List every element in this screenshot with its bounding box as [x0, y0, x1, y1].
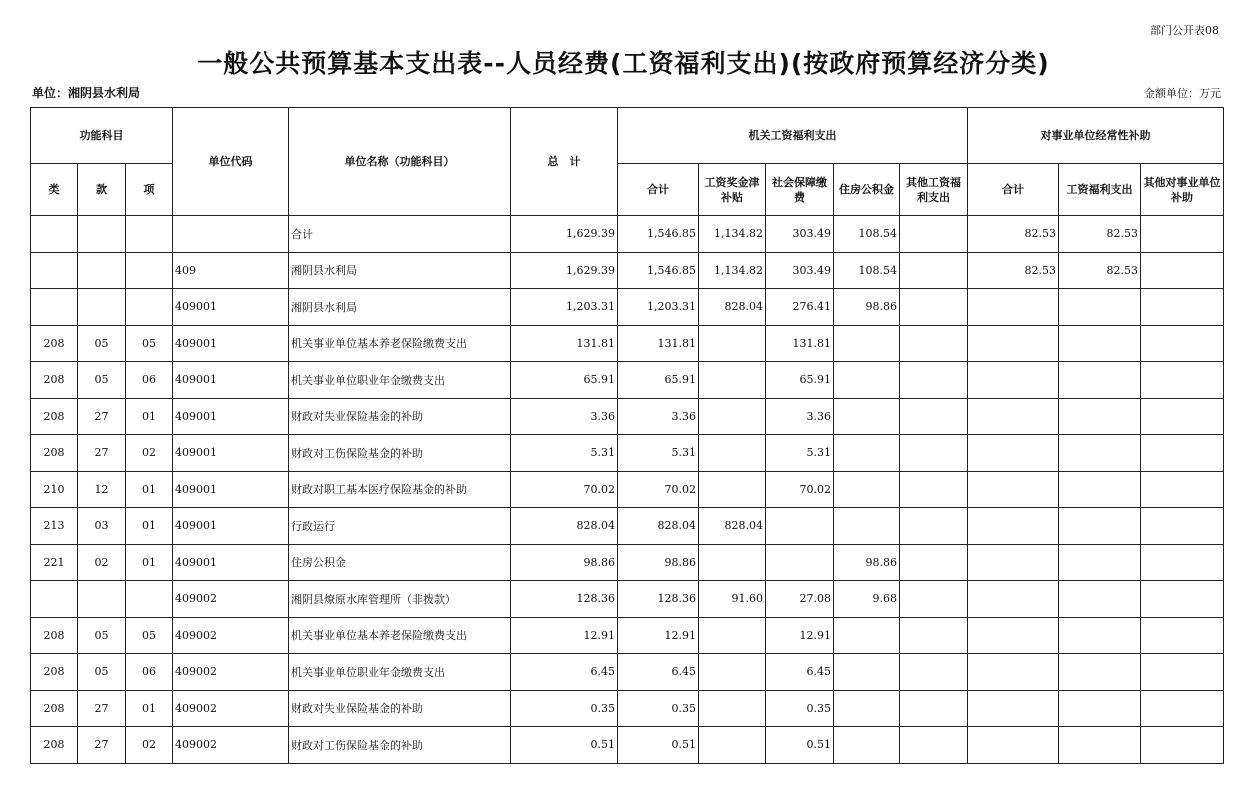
cell-unit-name: 财政对失业保险基金的补助: [289, 398, 511, 435]
cell-unit-name: 湘阴县水利局: [289, 252, 511, 289]
header-unit-name: 单位名称（功能科目）: [289, 108, 511, 216]
cell-unit-name: 合计: [289, 216, 511, 253]
cell-housing-fund: [834, 727, 900, 764]
cell-inst-other: [1141, 435, 1224, 472]
cell-org-subtotal: 1,546.85: [618, 252, 699, 289]
cell-lei: 221: [31, 544, 78, 581]
cell-org-subtotal: 65.91: [618, 362, 699, 399]
table-row: [31, 727, 1224, 764]
cell-inst-other: [1141, 362, 1224, 399]
cell-wage-bonus: [699, 435, 766, 472]
header-inst-group: 对事业单位经常性补助: [968, 108, 1224, 164]
form-code: 部门公开表08: [1150, 24, 1219, 37]
cell-social-security: 0.35: [766, 690, 834, 727]
cell-unit-code: 409001: [173, 508, 289, 545]
cell-xiang: [126, 581, 173, 618]
cell-social-security: 131.81: [766, 325, 834, 362]
cell-org-subtotal: 828.04: [618, 508, 699, 545]
cell-unit-name: 财政对工伤保险基金的补助: [289, 727, 511, 764]
cell-inst-wage: [1059, 325, 1141, 362]
cell-unit-code: 409: [173, 252, 289, 289]
cell-lei: [31, 252, 78, 289]
cell-org-subtotal: 6.45: [618, 654, 699, 691]
cell-kuan: 27: [78, 398, 126, 435]
cell-unit-code: 409002: [173, 617, 289, 654]
cell-unit-code: 409002: [173, 654, 289, 691]
cell-social-security: 5.31: [766, 435, 834, 472]
cell-inst-wage: [1059, 727, 1141, 764]
cell-unit-name: 住房公积金: [289, 544, 511, 581]
cell-kuan: 05: [78, 654, 126, 691]
cell-social-security: 12.91: [766, 617, 834, 654]
cell-inst-other: [1141, 508, 1224, 545]
cell-inst-wage: 82.53: [1059, 216, 1141, 253]
cell-inst-subtotal: 82.53: [968, 216, 1059, 253]
cell-unit-code: 409001: [173, 325, 289, 362]
cell-total: 98.86: [511, 544, 618, 581]
cell-housing-fund: 98.86: [834, 544, 900, 581]
cell-org-subtotal: 12.91: [618, 617, 699, 654]
cell-wage-bonus: 1,134.82: [699, 216, 766, 253]
table-row: [31, 325, 1224, 362]
cell-xiang: 01: [126, 544, 173, 581]
cell-housing-fund: [834, 325, 900, 362]
cell-wage-bonus: [699, 362, 766, 399]
cell-inst-other: [1141, 581, 1224, 618]
cell-xiang: 06: [126, 362, 173, 399]
cell-housing-fund: 108.54: [834, 216, 900, 253]
cell-other-wage: [900, 362, 968, 399]
cell-inst-wage: [1059, 289, 1141, 326]
cell-other-wage: [900, 252, 968, 289]
table-row: [31, 216, 1224, 253]
cell-kuan: [78, 581, 126, 618]
cell-xiang: 02: [126, 435, 173, 472]
header-social-security: 社会保障缴费: [766, 164, 834, 216]
cell-xiang: 05: [126, 617, 173, 654]
cell-org-subtotal: 3.36: [618, 398, 699, 435]
cell-inst-wage: [1059, 398, 1141, 435]
cell-inst-subtotal: [968, 727, 1059, 764]
cell-org-subtotal: 70.02: [618, 471, 699, 508]
cell-inst-subtotal: [968, 581, 1059, 618]
cell-org-subtotal: 98.86: [618, 544, 699, 581]
cell-wage-bonus: [699, 727, 766, 764]
table-row: [31, 544, 1224, 581]
cell-inst-wage: [1059, 617, 1141, 654]
table-row: [31, 508, 1224, 545]
cell-kuan: 05: [78, 362, 126, 399]
header-housing-fund: 住房公积金: [834, 164, 900, 216]
cell-kuan: 27: [78, 435, 126, 472]
cell-unit-code: 409002: [173, 690, 289, 727]
cell-kuan: [78, 216, 126, 253]
cell-other-wage: [900, 398, 968, 435]
cell-unit-name: 机关事业单位职业年金缴费支出: [289, 362, 511, 399]
header-total: 总 计: [511, 108, 618, 216]
cell-org-subtotal: 5.31: [618, 435, 699, 472]
cell-unit-name: 财政对职工基本医疗保险基金的补助: [289, 471, 511, 508]
cell-social-security: 6.45: [766, 654, 834, 691]
cell-inst-wage: [1059, 362, 1141, 399]
cell-other-wage: [900, 617, 968, 654]
cell-xiang: [126, 289, 173, 326]
cell-housing-fund: [834, 508, 900, 545]
cell-kuan: 02: [78, 544, 126, 581]
cell-xiang: 06: [126, 654, 173, 691]
cell-other-wage: [900, 690, 968, 727]
cell-inst-wage: [1059, 654, 1141, 691]
table-row: [31, 617, 1224, 654]
cell-inst-subtotal: [968, 289, 1059, 326]
header-inst-wage: 工资福利支出: [1059, 164, 1141, 216]
cell-total: 131.81: [511, 325, 618, 362]
cell-social-security: 27.08: [766, 581, 834, 618]
cell-unit-name: 机关事业单位基本养老保险缴费支出: [289, 617, 511, 654]
table-row: [31, 252, 1224, 289]
cell-housing-fund: [834, 398, 900, 435]
header-kuan: 款: [78, 164, 126, 216]
cell-wage-bonus: 1,134.82: [699, 252, 766, 289]
cell-unit-name: 机关事业单位基本养老保险缴费支出: [289, 325, 511, 362]
cell-unit-name: 湘阴县燎原水库管理所（非拨款）: [289, 581, 511, 618]
cell-xiang: [126, 216, 173, 253]
cell-social-security: 65.91: [766, 362, 834, 399]
cell-xiang: 01: [126, 398, 173, 435]
cell-inst-subtotal: 82.53: [968, 252, 1059, 289]
cell-other-wage: [900, 654, 968, 691]
cell-wage-bonus: 828.04: [699, 508, 766, 545]
cell-lei: [31, 216, 78, 253]
cell-wage-bonus: 91.60: [699, 581, 766, 618]
cell-inst-other: [1141, 289, 1224, 326]
cell-wage-bonus: [699, 617, 766, 654]
cell-org-subtotal: 0.35: [618, 690, 699, 727]
cell-lei: 208: [31, 362, 78, 399]
cell-total: 3.36: [511, 398, 618, 435]
cell-lei: [31, 289, 78, 326]
cell-social-security: [766, 508, 834, 545]
cell-total: 12.91: [511, 617, 618, 654]
table-row: [31, 435, 1224, 472]
table-row: [31, 398, 1224, 435]
cell-kuan: 05: [78, 617, 126, 654]
cell-lei: 208: [31, 690, 78, 727]
cell-inst-subtotal: [968, 544, 1059, 581]
cell-lei: 208: [31, 727, 78, 764]
cell-xiang: 01: [126, 471, 173, 508]
cell-org-subtotal: 0.51: [618, 727, 699, 764]
cell-wage-bonus: [699, 398, 766, 435]
cell-housing-fund: [834, 690, 900, 727]
cell-xiang: 01: [126, 690, 173, 727]
cell-housing-fund: [834, 362, 900, 399]
cell-unit-code: 409001: [173, 471, 289, 508]
cell-unit-code: 409002: [173, 581, 289, 618]
cell-org-subtotal: 1,546.85: [618, 216, 699, 253]
cell-unit-code: 409001: [173, 362, 289, 399]
cell-total: 6.45: [511, 654, 618, 691]
cell-org-subtotal: 131.81: [618, 325, 699, 362]
cell-lei: [31, 581, 78, 618]
header-org-wage-group: 机关工资福利支出: [618, 108, 968, 164]
cell-xiang: [126, 252, 173, 289]
cell-inst-subtotal: [968, 508, 1059, 545]
cell-total: 1,629.39: [511, 216, 618, 253]
cell-inst-other: [1141, 617, 1224, 654]
cell-kuan: 05: [78, 325, 126, 362]
cell-housing-fund: [834, 617, 900, 654]
amount-unit: 金额单位：万元: [1144, 87, 1221, 100]
header-lei: 类: [31, 164, 78, 216]
cell-other-wage: [900, 471, 968, 508]
cell-total: 0.35: [511, 690, 618, 727]
header-xiang: 项: [126, 164, 173, 216]
budget-table: [30, 107, 1224, 764]
cell-org-subtotal: 1,203.31: [618, 289, 699, 326]
cell-inst-other: [1141, 544, 1224, 581]
cell-housing-fund: [834, 654, 900, 691]
cell-total: 5.31: [511, 435, 618, 472]
cell-unit-code: 409001: [173, 289, 289, 326]
cell-inst-other: [1141, 252, 1224, 289]
cell-wage-bonus: [699, 690, 766, 727]
header-unit-code: 单位代码: [173, 108, 289, 216]
cell-social-security: [766, 544, 834, 581]
header-other-wage: 其他工资福利支出: [900, 164, 968, 216]
cell-unit-code: 409002: [173, 727, 289, 764]
cell-wage-bonus: [699, 654, 766, 691]
cell-total: 1,203.31: [511, 289, 618, 326]
cell-kuan: [78, 289, 126, 326]
header-wage-bonus: 工资奖金津补贴: [699, 164, 766, 216]
cell-social-security: 70.02: [766, 471, 834, 508]
cell-total: 0.51: [511, 727, 618, 764]
table-row: [31, 654, 1224, 691]
cell-inst-other: [1141, 727, 1224, 764]
cell-social-security: 303.49: [766, 216, 834, 253]
cell-housing-fund: 9.68: [834, 581, 900, 618]
cell-inst-subtotal: [968, 435, 1059, 472]
cell-unit-name: 行政运行: [289, 508, 511, 545]
cell-unit-name: 机关事业单位职业年金缴费支出: [289, 654, 511, 691]
cell-kuan: 12: [78, 471, 126, 508]
cell-inst-wage: [1059, 435, 1141, 472]
cell-total: 70.02: [511, 471, 618, 508]
cell-unit-name: 财政对工伤保险基金的补助: [289, 435, 511, 472]
cell-inst-other: [1141, 398, 1224, 435]
cell-wage-bonus: [699, 544, 766, 581]
cell-inst-wage: [1059, 544, 1141, 581]
cell-housing-fund: 98.86: [834, 289, 900, 326]
cell-lei: 208: [31, 398, 78, 435]
cell-org-subtotal: 128.36: [618, 581, 699, 618]
table-row: [31, 690, 1224, 727]
cell-wage-bonus: 828.04: [699, 289, 766, 326]
cell-wage-bonus: [699, 325, 766, 362]
cell-xiang: 05: [126, 325, 173, 362]
table-row: [31, 581, 1224, 618]
cell-inst-wage: [1059, 581, 1141, 618]
table-row: [31, 362, 1224, 399]
cell-lei: 208: [31, 325, 78, 362]
cell-social-security: 3.36: [766, 398, 834, 435]
cell-other-wage: [900, 544, 968, 581]
cell-inst-wage: [1059, 690, 1141, 727]
cell-other-wage: [900, 727, 968, 764]
cell-housing-fund: [834, 471, 900, 508]
cell-unit-name: 财政对失业保险基金的补助: [289, 690, 511, 727]
cell-inst-wage: 82.53: [1059, 252, 1141, 289]
cell-lei: 213: [31, 508, 78, 545]
cell-inst-subtotal: [968, 654, 1059, 691]
cell-inst-subtotal: [968, 617, 1059, 654]
cell-lei: 210: [31, 471, 78, 508]
cell-inst-wage: [1059, 471, 1141, 508]
header-org-subtotal: 合计: [618, 164, 699, 216]
table-row: [31, 289, 1224, 326]
cell-inst-other: [1141, 690, 1224, 727]
cell-other-wage: [900, 581, 968, 618]
cell-lei: 208: [31, 654, 78, 691]
page-title: 一般公共预算基本支出表--人员经费(工资福利支出)(按政府预算经济分类): [197, 49, 1050, 78]
cell-inst-wage: [1059, 508, 1141, 545]
cell-inst-other: [1141, 654, 1224, 691]
cell-total: 65.91: [511, 362, 618, 399]
cell-other-wage: [900, 325, 968, 362]
cell-inst-subtotal: [968, 471, 1059, 508]
cell-kuan: [78, 252, 126, 289]
cell-kuan: 27: [78, 690, 126, 727]
cell-inst-subtotal: [968, 398, 1059, 435]
cell-unit-code: 409001: [173, 398, 289, 435]
cell-lei: 208: [31, 435, 78, 472]
header-inst-other: 其他对事业单位补助: [1141, 164, 1224, 216]
cell-inst-subtotal: [968, 690, 1059, 727]
cell-total: 128.36: [511, 581, 618, 618]
cell-other-wage: [900, 289, 968, 326]
cell-unit-code: 409001: [173, 544, 289, 581]
cell-unit-code: 409001: [173, 435, 289, 472]
table-row: [31, 471, 1224, 508]
cell-inst-other: [1141, 471, 1224, 508]
cell-total: 828.04: [511, 508, 618, 545]
cell-social-security: 276.41: [766, 289, 834, 326]
cell-inst-other: [1141, 216, 1224, 253]
cell-other-wage: [900, 435, 968, 472]
cell-inst-other: [1141, 325, 1224, 362]
cell-total: 1,629.39: [511, 252, 618, 289]
header-func-subject: 功能科目: [31, 108, 173, 164]
cell-housing-fund: [834, 435, 900, 472]
cell-social-security: 303.49: [766, 252, 834, 289]
cell-unit-code: [173, 216, 289, 253]
cell-xiang: 02: [126, 727, 173, 764]
cell-other-wage: [900, 508, 968, 545]
cell-other-wage: [900, 216, 968, 253]
cell-kuan: 03: [78, 508, 126, 545]
cell-housing-fund: 108.54: [834, 252, 900, 289]
cell-lei: 208: [31, 617, 78, 654]
cell-kuan: 27: [78, 727, 126, 764]
header-inst-subtotal: 合计: [968, 164, 1059, 216]
cell-wage-bonus: [699, 471, 766, 508]
cell-social-security: 0.51: [766, 727, 834, 764]
cell-xiang: 01: [126, 508, 173, 545]
unit-label: 单位：湘阴县水利局: [32, 86, 141, 100]
cell-inst-subtotal: [968, 362, 1059, 399]
cell-inst-subtotal: [968, 325, 1059, 362]
cell-unit-name: 湘阴县水利局: [289, 289, 511, 326]
